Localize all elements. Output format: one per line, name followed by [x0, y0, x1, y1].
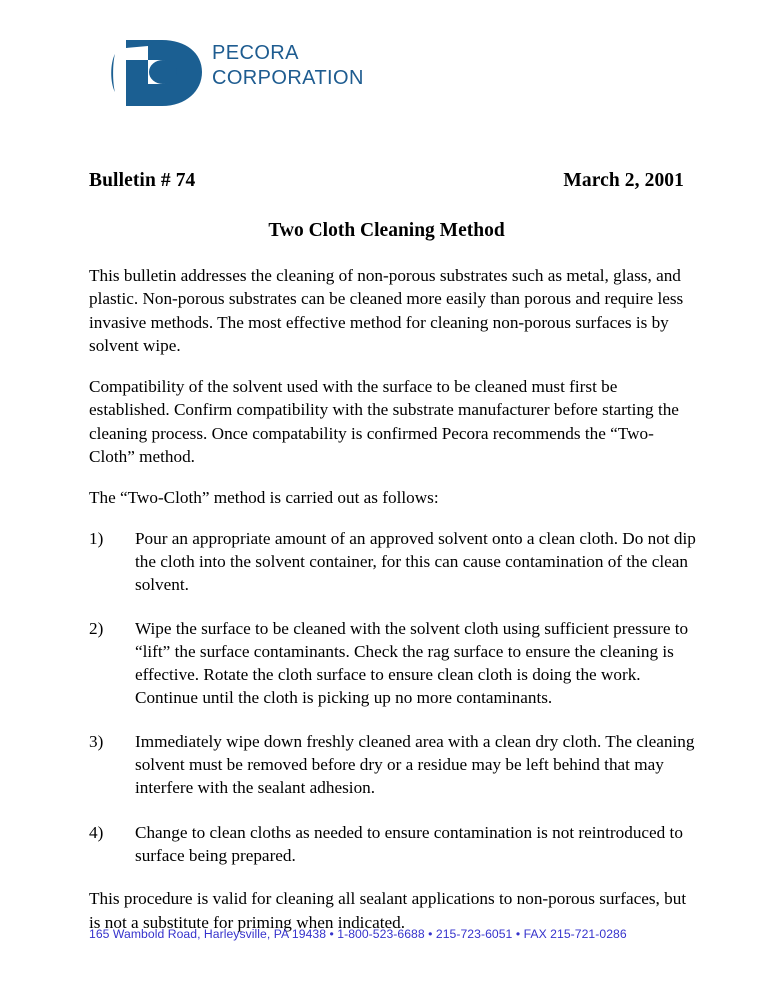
body-paragraph-1: This bulletin addresses the cleaning of non-porous substrates such as metal, glass, and plastic. Non-porous substrates can be cleaned more easily than porous and require less invasive methods. The most effective method for cleaning non-porous surfaces is by solvent wipe. — [89, 266, 684, 355]
footer-contact-line: 165 Wambold Road, Harleysville, PA 19438 • 1-800-523-6688 • 215-723-6051 • FAX 215-721-0286 — [89, 927, 627, 941]
document-body — [89, 264, 697, 952]
document-date: March 2, 2001 — [563, 170, 684, 191]
document-header-row — [89, 170, 684, 192]
logo-line-1: PECORA — [212, 42, 299, 64]
step-text: Wipe the surface to be cleaned with the solvent cloth using sufficient pressure to “lift” the surface contaminants. Check the rag surface to ensure the cleaning is effective. Rotate the cloth surface to ensure clean cloth is doing the work. Continue until the cloth is picking up no more contaminants. — [135, 618, 689, 708]
step-number: 3) — [89, 731, 104, 751]
step-text: Change to clean cloths as needed to ensure contamination is not reintroduced to surface being prepared. — [135, 822, 683, 865]
body-paragraph-2: Compatibility of the solvent used with the surface to be cleaned must first be established. Confirm compatibility with the substrate manufacturer before starting the cleaning process. Once compatability is confirmed Pecora recommends the “Two-Cloth” method. — [89, 377, 679, 467]
step-number: 1) — [89, 528, 104, 548]
list-item — [89, 730, 697, 800]
step-number: 4) — [89, 822, 104, 842]
pecora-p-logo-mark — [108, 36, 206, 110]
logo-line-2: CORPORATION — [212, 67, 364, 89]
step-text: Immediately wipe down freshly cleaned area with a clean dry cloth. The cleaning solvent must be removed before dry or a residue may be left behind that may interfere with the sealant adhesion. — [135, 731, 695, 798]
list-item — [89, 527, 697, 597]
step-number: 2) — [89, 618, 104, 638]
list-item — [89, 617, 697, 710]
company-logo — [108, 36, 364, 112]
step-text: Pour an appropriate amount of an approved solvent onto a clean cloth. Do not dip the cloth into the solvent container, for this can cause contamination of the clean solvent. — [135, 528, 696, 595]
body-paragraph-3: The “Two-Cloth” method is carried out as follows: — [89, 488, 439, 508]
page-title: Two Cloth Cleaning Method — [268, 220, 505, 241]
bulletin-number: Bulletin # 74 — [89, 170, 196, 191]
closing-paragraph: This procedure is valid for cleaning all sealant applications to non-porous surfaces, but is not a substitute for priming when indicated. — [89, 889, 687, 932]
list-item — [89, 821, 697, 868]
steps-list — [89, 527, 697, 868]
logo-wordmark — [212, 41, 364, 91]
